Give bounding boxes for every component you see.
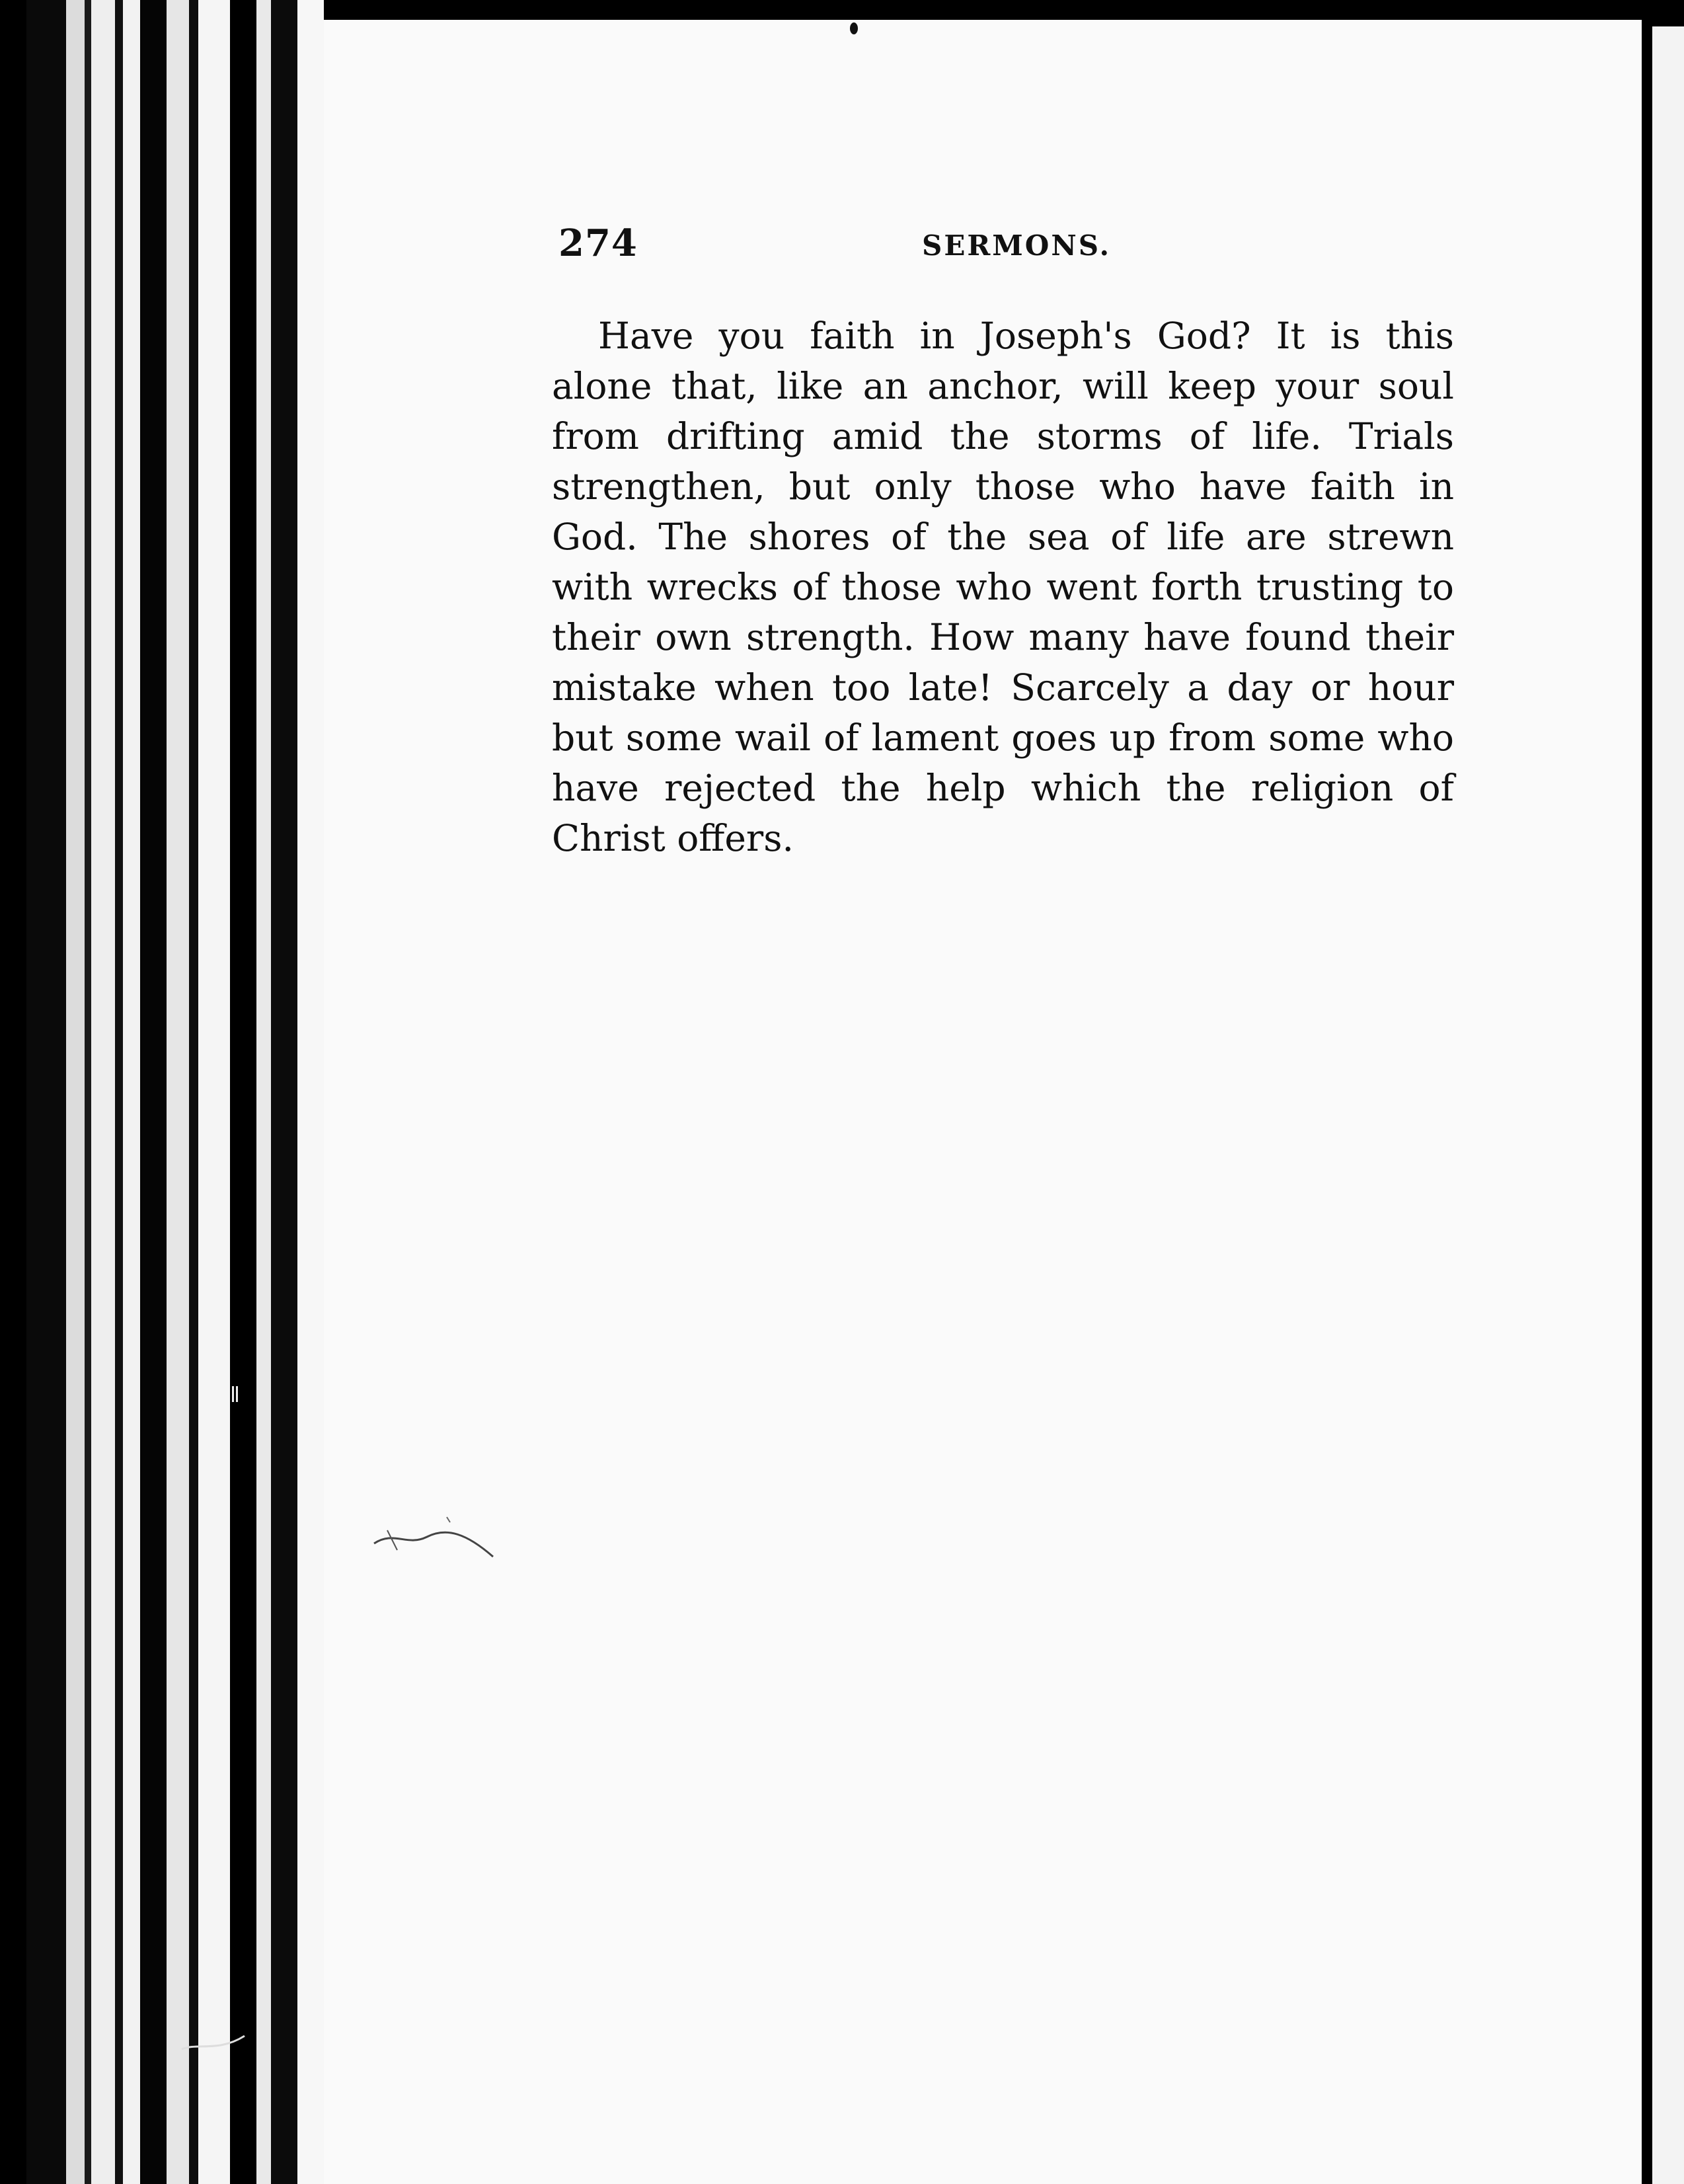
book-edge-strip: [85, 0, 91, 2184]
book-edge-strip: [140, 0, 167, 2184]
book-edge-strip: [271, 0, 297, 2184]
body-paragraph: Have you faith in Joseph's God? It is this alone that, like an anchor, will keep your soul from drifting amid the storms of life. Trials strengthen, but only those who have faith in God. The shores of the sea of life are strewn with wrecks of those who went forth trusting to their own strength. How many have found their mistake when too late! Scarcely a day or hour but some wail of lament goes up from some who have rejected the help which the religion of Christ offers.: [552, 315, 1454, 859]
pencil-scribble: [367, 1510, 500, 1563]
book-edge-strip: [256, 0, 271, 2184]
edge-ticks: [231, 1385, 239, 1405]
book-edge-strip: [297, 0, 324, 2184]
book-edge-strip: [115, 0, 123, 2184]
book-edge-strip: [123, 0, 140, 2184]
book-edge-strip: [198, 0, 230, 2184]
book-edge-strip: [167, 0, 189, 2184]
book-edge-strip: [189, 0, 198, 2184]
book-edge-strip: [26, 0, 66, 2184]
ink-speck: [850, 22, 858, 34]
page-corner-mark: [178, 2029, 251, 2056]
page-header: [558, 221, 1454, 268]
book-edge-strip: [66, 0, 85, 2184]
page-number: 274: [558, 221, 638, 265]
book-edge-strip: [230, 0, 256, 2184]
book-edge-strip: [91, 0, 115, 2184]
facing-page-edge: [1652, 26, 1684, 2184]
running-head: SERMONS.: [922, 229, 1112, 262]
